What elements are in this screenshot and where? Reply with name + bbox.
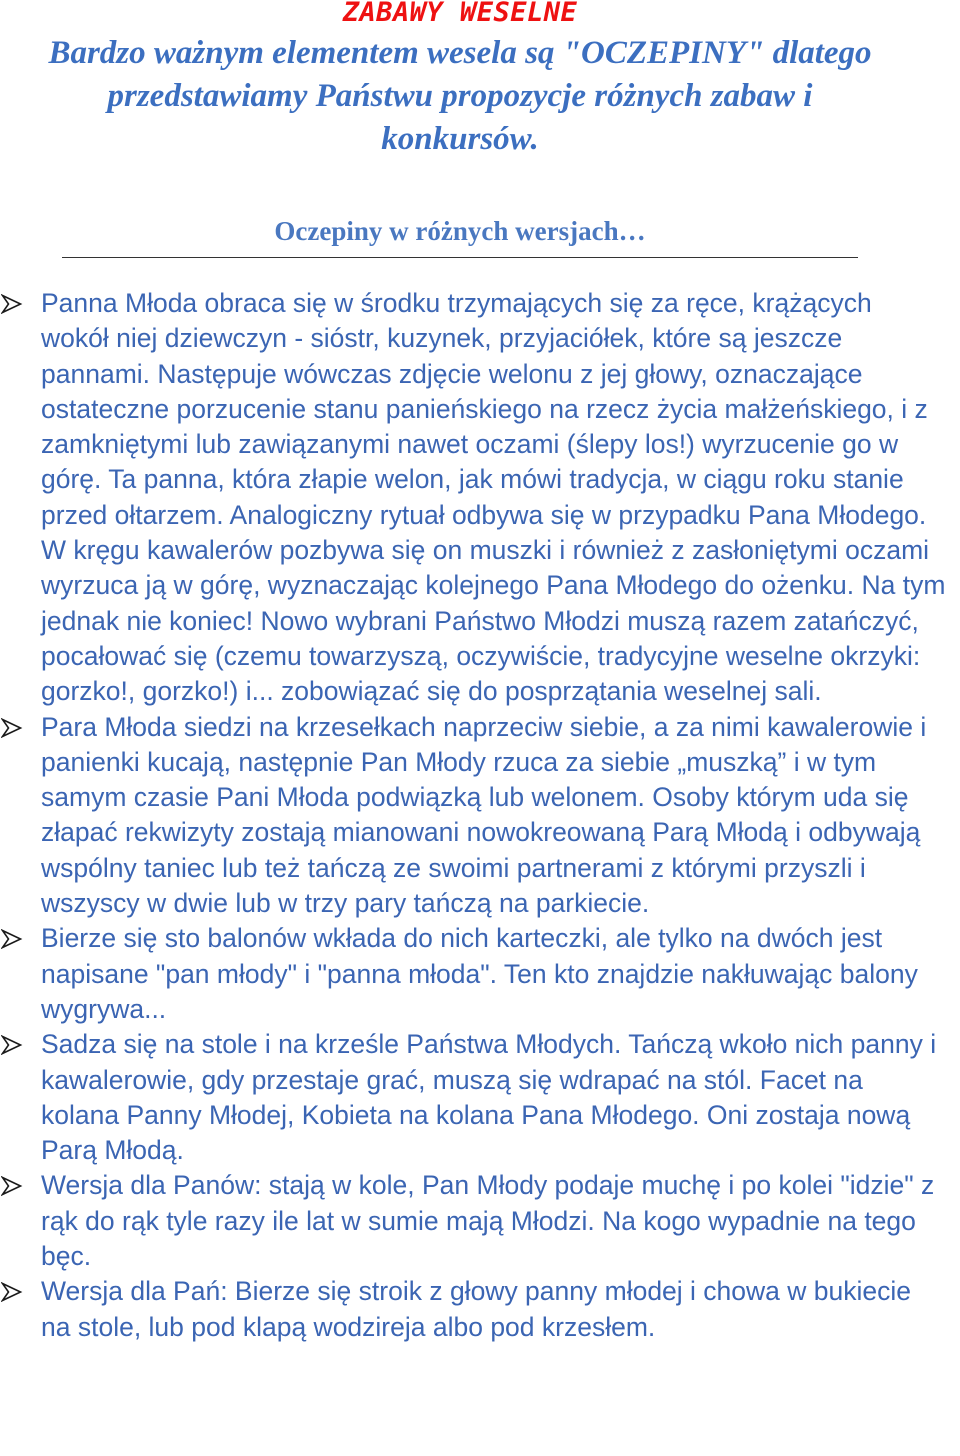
arrowhead-bullet-icon (1, 1176, 23, 1196)
list-item (0, 1027, 960, 1168)
arrowhead-bullet-icon (1, 929, 23, 949)
list-item-text: Panna Młoda obraca się w środku trzymających się za ręce, krążących wokół niej dziewczyn - sióstr, kuzynek, przyjaciółek, które są jeszcze pannami. Następuje wówczas zdjęcie welonu z jej głowy, oznaczające ostateczne porzucenie stanu panieńskiego na rzecz życia małżeńskiego, i z zamkniętymi lub zawiązanymi nawet oczami (ślepy los!) wyrzucenie go w górę. Ta panna, która złapie welon, jak mówi tradycja, w ciągu roku stanie przed ołtarzem. Analogiczny rytuał odbywa się w przypadku Pana Młodego. W kręgu kawalerów pozbywa się on muszki i również z zasłoniętymi oczami wyrzuca ją w górę, wyznaczając kolejnego Pana Młodego do ożenku. Na tym jednak nie koniec! Nowo wybrani Państwo Młodzi muszą razem zatańczyć, pocałować się (czemu towarzyszą, oczywiście, tradycyjne weselne okrzyki: gorzko!, gorzko!) i... zobowiązać się do posprzątania weselnej sali. (41, 288, 946, 707)
list-item-text: Sadza się na stole i na krześle Państwa Młodych. Tańczą wkoło nich panny i kawalerowie, gdy przestaje grać, muszą się wdrapać na stól. Facet na kolana Panny Młodej, Kobieta na kolana Pana Młodego. Oni zostaja nową Parą Młodą. (41, 1029, 937, 1166)
subtitle-divider (62, 257, 858, 258)
list-item (0, 921, 960, 1027)
list-item-text: Wersja dla Panów: stają w kole, Pan Młody podaje muchę i po kolei "idzie" z rąk do rąk tyle razy ile lat w sumie mają Młodzi. Na kogo wypadnie na tego bęc. (41, 1170, 935, 1272)
section-subtitle: Oczepiny w różnych wersjach… (274, 216, 646, 246)
list-item (0, 710, 960, 922)
list-item (0, 1168, 960, 1274)
list-item (0, 1274, 960, 1345)
intro-paragraph: Bardzo ważnym elementem wesela są "OCZEPINY" dlatego przedstawiamy Państwu propozycje różnych zabaw i konkursów. (48, 35, 872, 157)
list-item-text: Bierze się sto balonów wkłada do nich karteczki, ale tylko na dwóch jest napisane "pan młody" i "panna młoda". Ten kto znajdzie nakłuwając balony wygrywa... (41, 923, 918, 1024)
games-list (0, 286, 960, 1345)
list-item-text: Para Młoda siedzi na krzesełkach naprzeciw siebie, a za nimi kawalerowie i panienki kucają, następnie Pan Młody rzuca za siebie „muszką” i w tym samym czasie Pani Młoda podwiązką lub welonem. Osoby którym uda się złapać rekwizyty zostają mianowani nowokreowaną Parą Młodą i odbywają wspólny taniec lub też tańczą ze swoimi partnerami z którymi przyszli i wszyscy w dwie lub w trzy pary tańczą na parkiecie. (41, 711, 927, 919)
list-item (0, 286, 960, 710)
arrowhead-bullet-icon (1, 1035, 23, 1055)
list-item-text: Wersja dla Pań: Bierze się stroik z głowy panny młodej i chowa w bukiecie na stole, lub pod klapą wodzireja albo pod krzesłem. (41, 1276, 911, 1342)
arrowhead-bullet-icon (1, 718, 23, 738)
document-title: ZABAWY WESELNE (342, 0, 578, 28)
arrowhead-bullet-icon (1, 1282, 23, 1302)
arrowhead-bullet-icon (1, 294, 23, 314)
